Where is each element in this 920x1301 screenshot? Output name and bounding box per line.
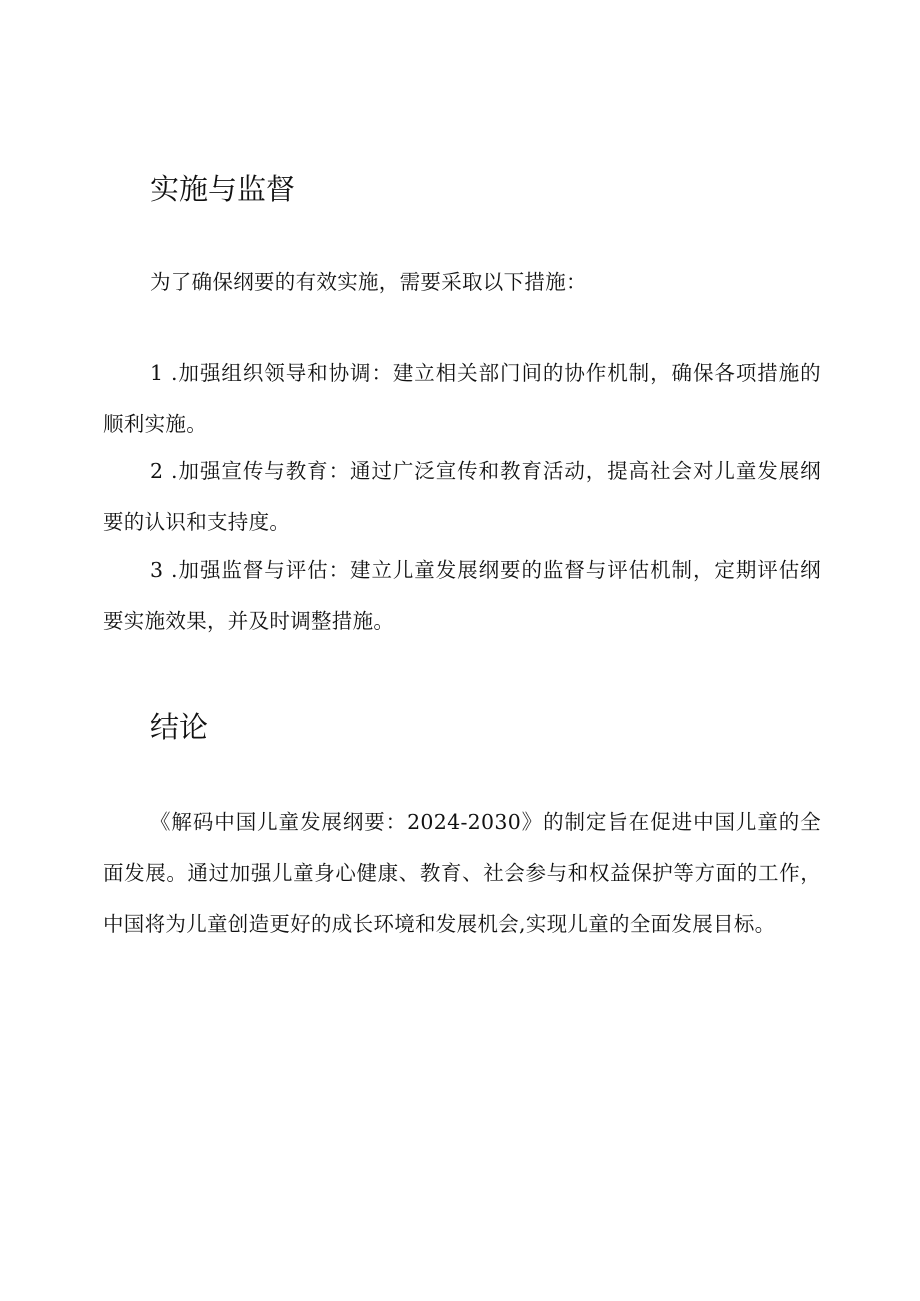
- list-item-2: [103, 446, 821, 548]
- section-heading-implementation: 实施与监督: [150, 172, 296, 206]
- list-item-number: 1: [150, 361, 172, 385]
- list-item-number: 2: [150, 459, 172, 483]
- list-item-number: 3: [150, 558, 172, 582]
- list-item-text: .加强监督与评估：建立儿童发展纲要的监督与评估机制，定期评估纲要实施效果，并及时调整措施。: [103, 558, 821, 633]
- list-item-3: [103, 545, 821, 647]
- list-item-text: .加强宣传与教育：通过广泛宣传和教育活动，提高社会对儿童发展纲要的认识和支持度。: [103, 459, 821, 534]
- section-heading-conclusion: 结论: [150, 710, 209, 744]
- conclusion-paragraph: 《解码中国儿童发展纲要：2024-2030》的制定旨在促进中国儿童的全面发展。通过加强儿童身心健康、教育、社会参与和权益保护等方面的工作，中国将为儿童创造更好的成长环境和发展机会,实现儿童的全面发展目标。: [103, 810, 821, 936]
- intro-paragraph: 为了确保纲要的有效实施，需要采取以下措施：: [150, 270, 587, 294]
- list-item-1: [103, 348, 821, 450]
- list-item-text: .加强组织领导和协调：建立相关部门间的协作机制，确保各项措施的顺利实施。: [103, 361, 821, 436]
